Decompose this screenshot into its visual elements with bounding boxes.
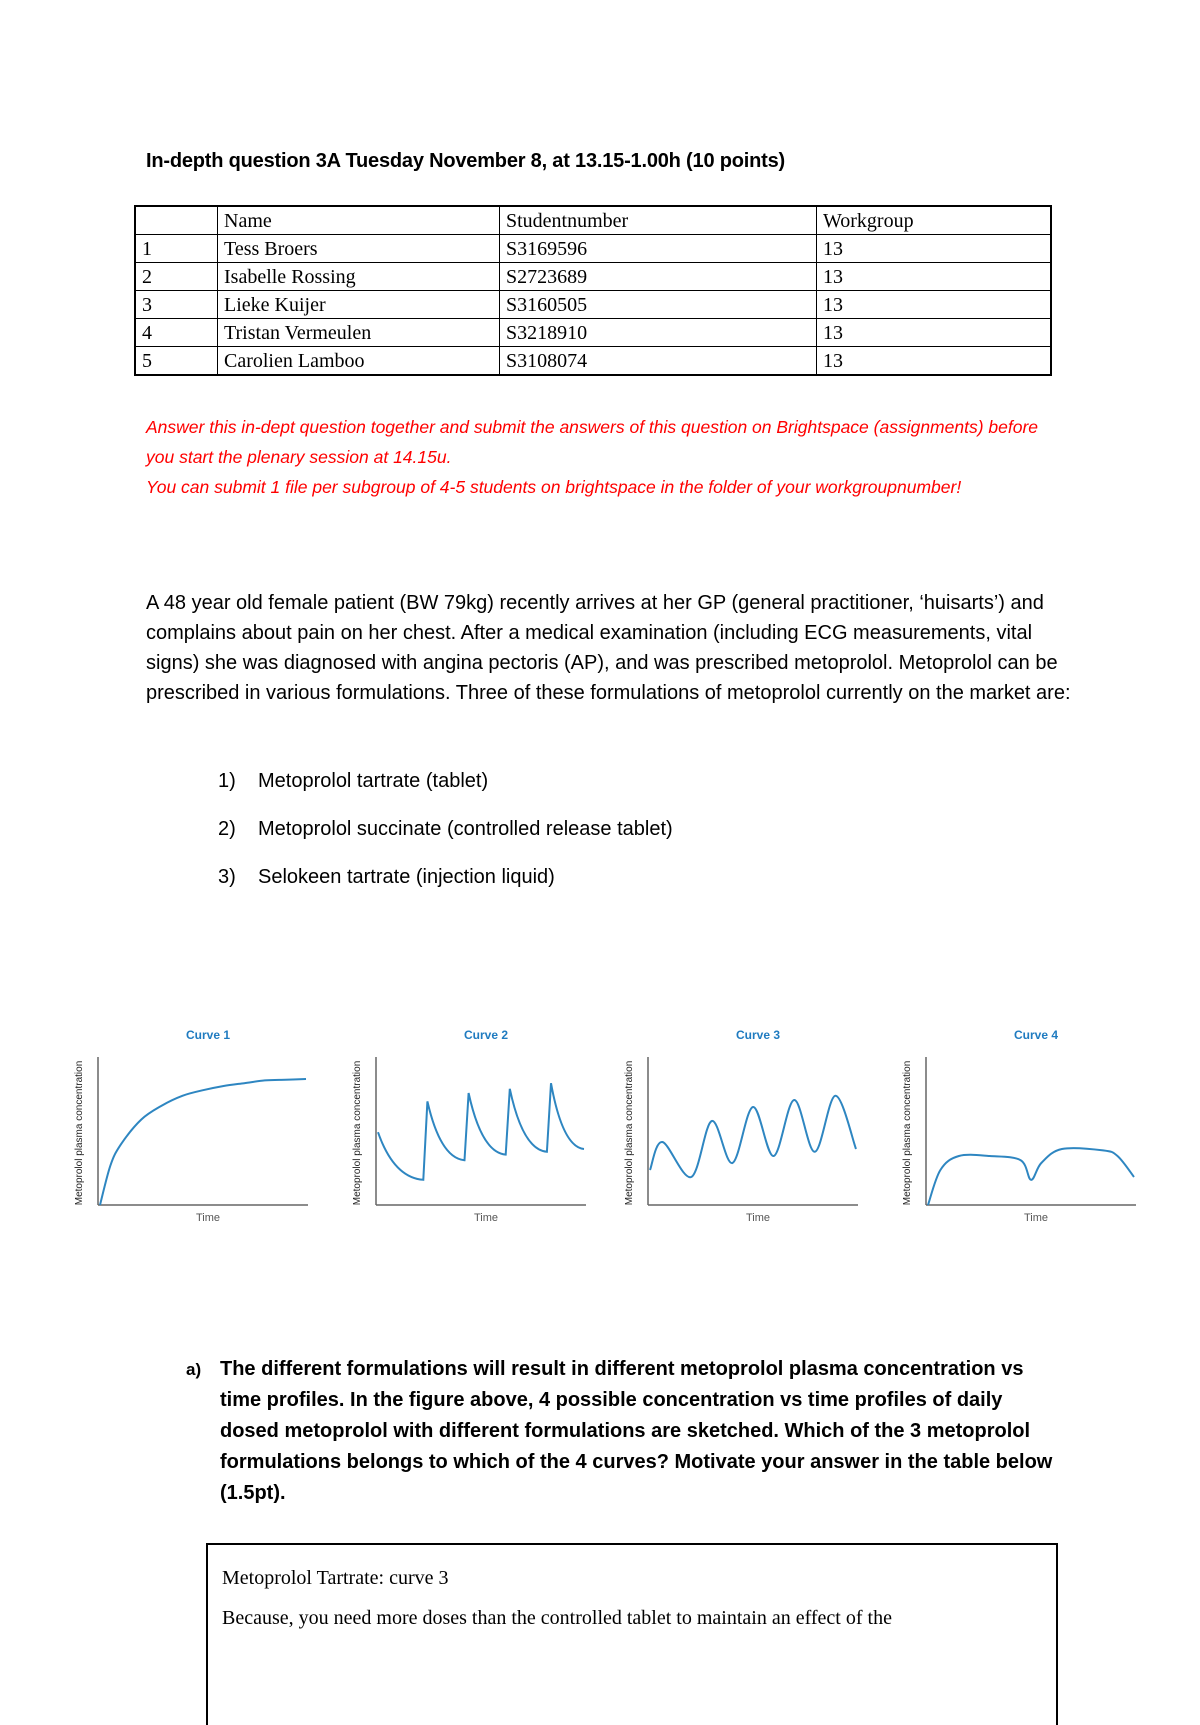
table-header-cell: Name	[218, 206, 500, 235]
table-cell: 3	[135, 291, 218, 319]
curve-chart-3	[618, 1015, 888, 1230]
page-heading: In-depth question 3A Tuesday November 8, at 13.15-1.00h (10 points)	[146, 150, 785, 172]
chart-title: Curve 1	[185, 1028, 231, 1042]
table-header-cell	[135, 206, 218, 235]
instruction-line: Answer this in-dept question together and submit the answers of this question on Brightspace (assignments) before you start the plenary session at 14.15u.	[146, 417, 1039, 467]
answer-line: Metoprolol Tartrate: curve 3	[222, 1567, 449, 1589]
question-a	[186, 1354, 1066, 1509]
concentration-curve	[928, 1148, 1134, 1205]
list-label: Metoprolol tartrate (tablet)	[258, 770, 489, 792]
table-header-row	[135, 206, 1051, 235]
student-table	[134, 205, 1052, 376]
table-header-cell: Workgroup	[817, 206, 1052, 235]
concentration-curve	[100, 1079, 306, 1205]
list-item	[218, 866, 673, 914]
table-cell: 13	[817, 347, 1052, 376]
x-axis-label: Time	[745, 1212, 771, 1224]
table-cell: Lieke Kuijer	[218, 291, 500, 319]
table-row	[135, 319, 1051, 347]
curve-chart-4	[896, 1015, 1166, 1230]
list-label: Metoprolol succinate (controlled release tablet)	[258, 818, 673, 840]
curve-chart-1	[68, 1015, 338, 1230]
list-number: 3)	[218, 866, 236, 888]
question-label: a)	[186, 1360, 202, 1379]
table-row	[135, 235, 1051, 263]
list-number: 2)	[218, 818, 236, 840]
table-cell: S2723689	[500, 263, 817, 291]
chart-title: Curve 3	[735, 1028, 781, 1042]
concentration-curve	[650, 1096, 856, 1177]
y-axis-label: Metoprolol plasma concentration	[74, 1060, 85, 1206]
y-axis-label: Metoprolol plasma concentration	[352, 1060, 363, 1206]
x-axis-label: Time	[473, 1212, 499, 1224]
table-cell: 13	[817, 319, 1052, 347]
table-cell: 1	[135, 235, 218, 263]
x-axis-label: Time	[1023, 1212, 1049, 1224]
instruction-line: You can submit 1 file per subgroup of 4-5 students on brightspace in the folder of your workgroupnumber!	[146, 477, 962, 497]
table-cell: S3108074	[500, 347, 817, 376]
y-axis-label: Metoprolol plasma concentration	[902, 1060, 913, 1206]
table-cell: 13	[817, 235, 1052, 263]
question-text: The different formulations will result in different metoprolol plasma concentration vs time profiles. In the figure above, 4 possible concentration vs time profiles of daily dosed metoprolol with different formulations are sketched. Which of the 3 metoprolol formulations belongs to which of the 4 curves? Motivate your answer in the table below (1.5pt).	[220, 1358, 1053, 1504]
chart-title: Curve 2	[463, 1028, 509, 1042]
x-axis-label: Time	[195, 1212, 221, 1224]
table-cell: 13	[817, 263, 1052, 291]
concentration-curve	[378, 1083, 584, 1180]
table-header-cell: Studentnumber	[500, 206, 817, 235]
case-text: A 48 year old female patient (BW 79kg) recently arrives at her GP (general practitioner, ‘huisarts’) and complains about pain on her chest. After a medical examination (including ECG measurements, vital signs) she was diagnosed with angina pectoris (AP), and was prescribed metoprolol. Metoprolol can be prescribed in various formulations. Three of these formulations of metoprolol currently on the market are:	[146, 592, 1071, 704]
table-cell: Carolien Lamboo	[218, 347, 500, 376]
table-cell: 5	[135, 347, 218, 376]
y-axis-label: Metoprolol plasma concentration	[624, 1060, 635, 1206]
table-cell: S3169596	[500, 235, 817, 263]
submission-instructions	[146, 412, 1046, 502]
curve-charts	[68, 1015, 1158, 1230]
case-description	[146, 588, 1076, 708]
list-item	[218, 770, 673, 818]
table-cell: S3160505	[500, 291, 817, 319]
formulation-list	[218, 770, 673, 914]
table-cell: Tristan Vermeulen	[218, 319, 500, 347]
curve-chart-2	[346, 1015, 616, 1230]
list-item	[218, 818, 673, 866]
table-row	[135, 263, 1051, 291]
list-label: Selokeen tartrate (injection liquid)	[258, 866, 555, 888]
answer-line: Because, you need more doses than the controlled tablet to maintain an effect of the	[222, 1607, 892, 1629]
table-cell: 13	[817, 291, 1052, 319]
chart-title: Curve 4	[1013, 1028, 1059, 1042]
table-cell: S3218910	[500, 319, 817, 347]
list-number: 1)	[218, 770, 236, 792]
table-cell: Isabelle Rossing	[218, 263, 500, 291]
table-cell: 4	[135, 319, 218, 347]
table-cell: 2	[135, 263, 218, 291]
table-row	[135, 291, 1051, 319]
table-cell: Tess Broers	[218, 235, 500, 263]
table-row	[135, 347, 1051, 376]
